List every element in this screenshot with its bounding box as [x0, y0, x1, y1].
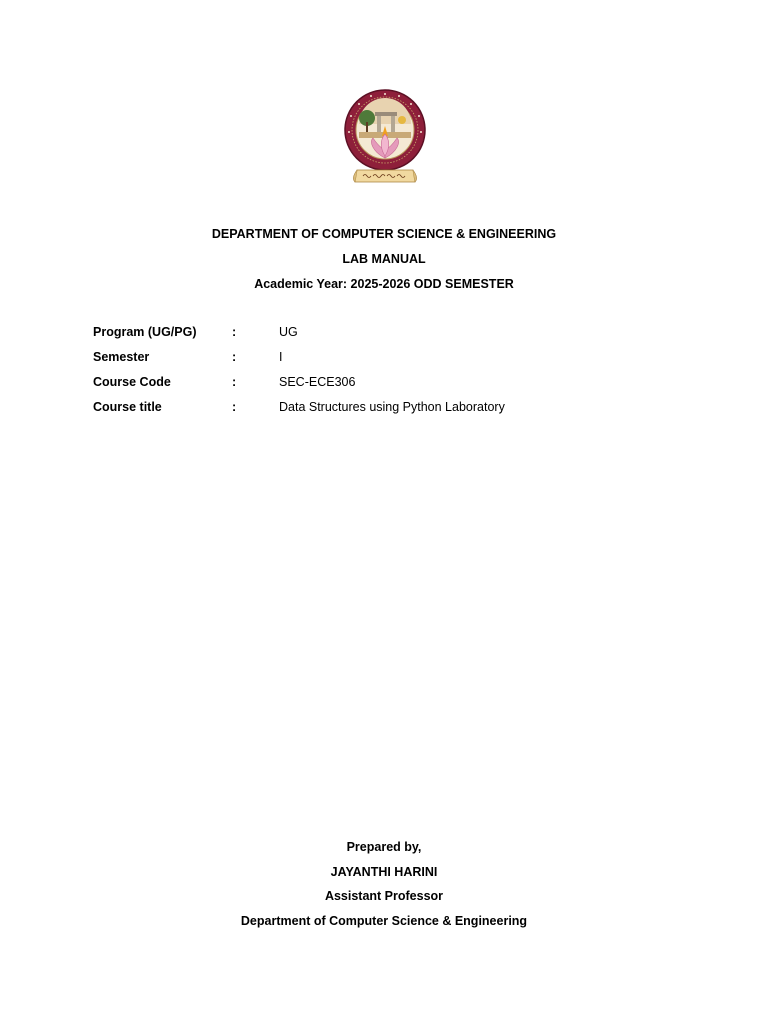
author-department: Department of Computer Science & Engineering: [240, 914, 528, 928]
author-designation: Assistant Professor: [324, 889, 444, 903]
info-separator: :: [232, 375, 237, 389]
info-value: Data Structures using Python Laboratory: [279, 400, 505, 414]
info-value: UG: [279, 325, 298, 339]
prepared-by-label: Prepared by,: [346, 840, 422, 854]
document-type-heading: LAB MANUAL: [342, 252, 426, 266]
info-row-course-code: [93, 374, 693, 390]
info-separator: :: [232, 350, 237, 364]
info-label: Program (UG/PG): [93, 325, 197, 339]
info-row-program: [93, 324, 693, 340]
info-value: SEC-ECE306: [279, 375, 356, 389]
academic-year-heading: Academic Year: 2025-2026 ODD SEMESTER: [254, 277, 514, 291]
info-separator: :: [232, 325, 237, 339]
info-label: Course title: [93, 400, 162, 414]
info-label: Semester: [93, 350, 150, 364]
department-heading: DEPARTMENT OF COMPUTER SCIENCE & ENGINEERING: [211, 227, 557, 241]
info-value: I: [279, 350, 283, 364]
info-row-semester: [93, 349, 693, 365]
info-separator: :: [232, 400, 237, 414]
author-name: JAYANTHI HARINI: [330, 865, 438, 879]
university-seal-icon: [335, 86, 435, 194]
info-label: Course Code: [93, 375, 171, 389]
info-row-course-title: [93, 399, 693, 415]
